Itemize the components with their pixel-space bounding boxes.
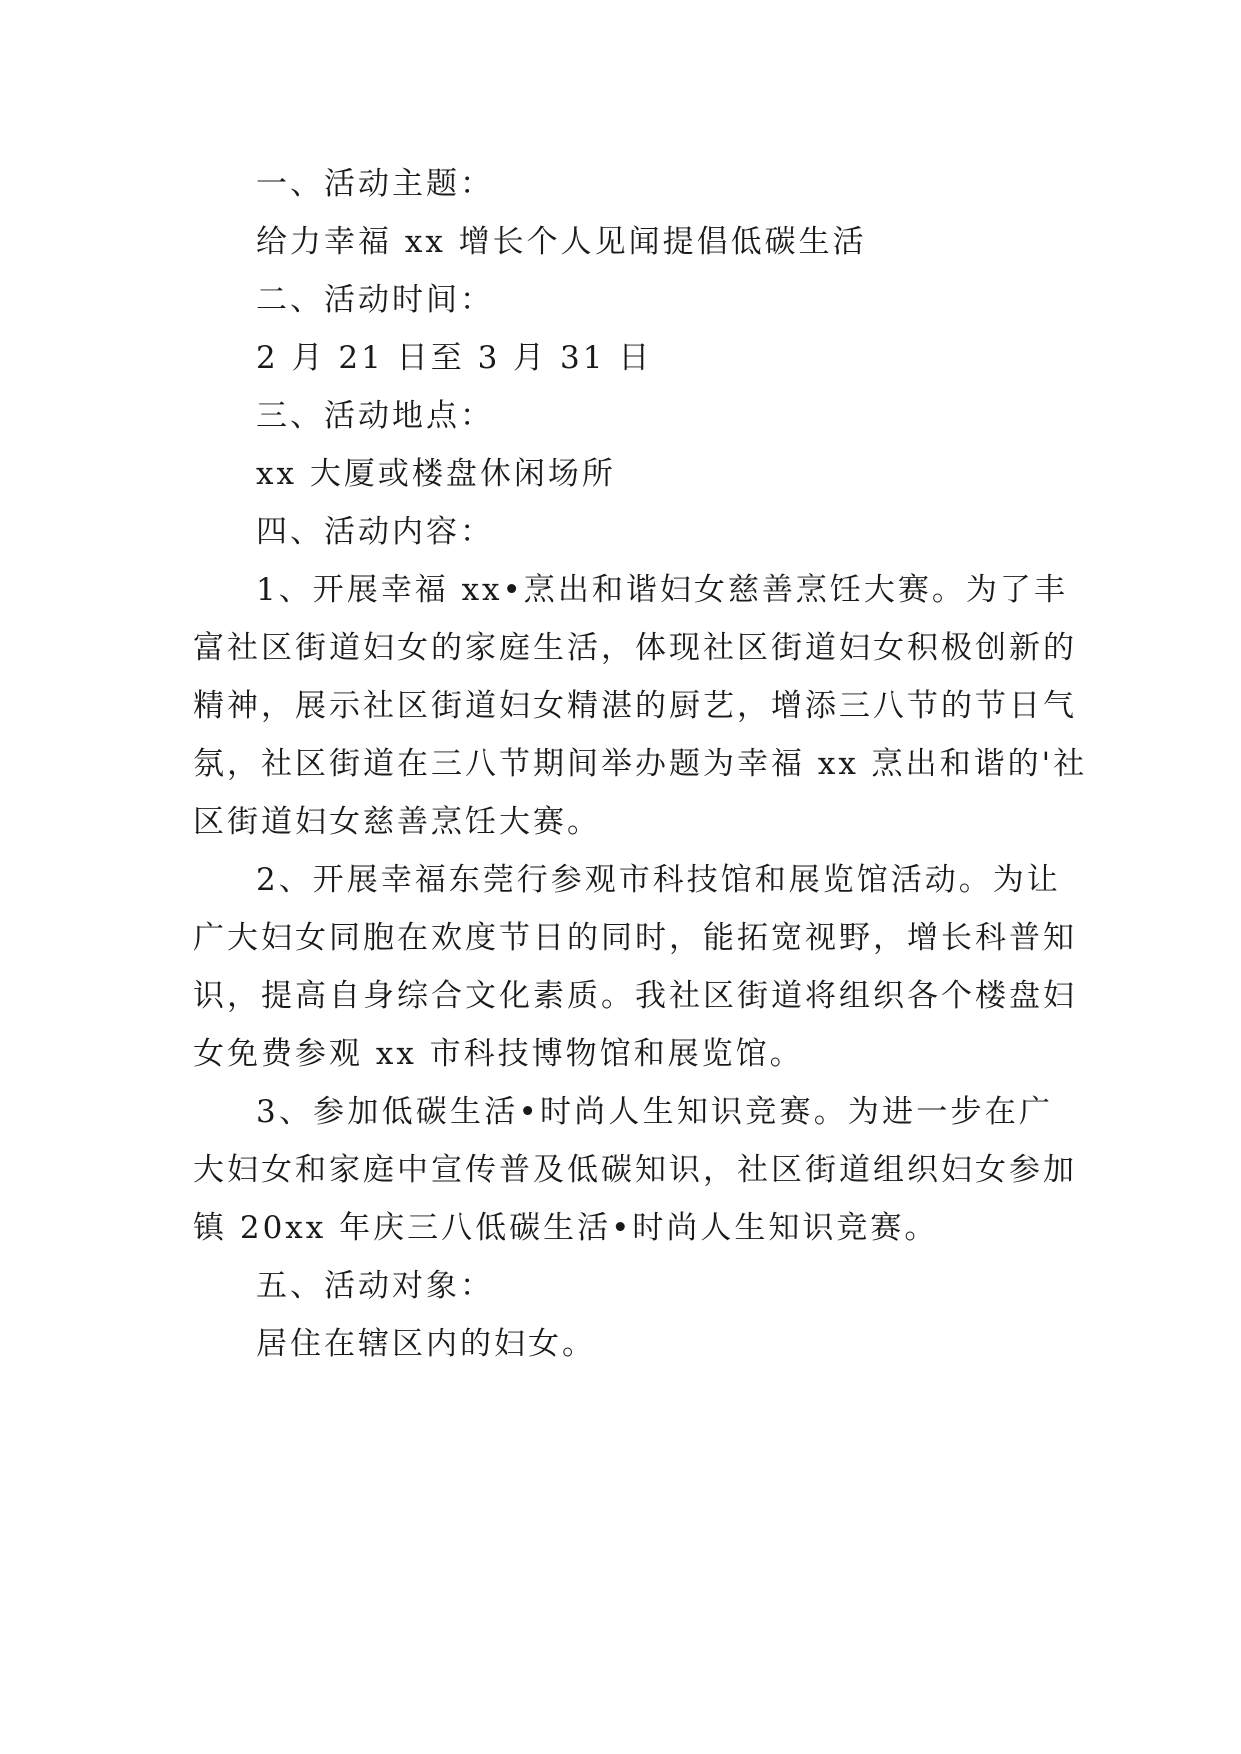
activity-location-text: xx 大厦或楼盘休闲场所 [256, 456, 616, 492]
activity-target-text: 居住在辖区内的妇女。 [256, 1326, 596, 1362]
heading-activity-content: 四、活动内容： [256, 514, 494, 550]
content-item-3-line: 大妇女和家庭中宣传普及低碳知识，社区街道组织妇女参加 [193, 1152, 1077, 1188]
heading-activity-target: 五、活动对象： [256, 1268, 494, 1304]
content-item-1-line: 1、开展幸福 xx•烹出和谐妇女慈善烹饪大赛。为了丰 [256, 572, 1068, 608]
content-item-2-line: 2、开展幸福东莞行参观市科技馆和展览馆活动。为让 [256, 862, 1061, 898]
document-body [193, 155, 1088, 1373]
content-item-3-line: 3、参加低碳生活•时尚人生知识竞赛。为进一步在广 [256, 1094, 1053, 1130]
content-item-1-line: 富社区街道妇女的家庭生活，体现社区街道妇女积极创新的 [193, 630, 1077, 666]
content-item-2-line: 识，提高自身综合文化素质。我社区街道将组织各个楼盘妇 [193, 978, 1077, 1014]
heading-activity-theme: 一、活动主题： [256, 166, 494, 202]
content-item-2-line: 女免费参观 xx 市科技博物馆和展览馆。 [193, 1036, 804, 1072]
content-item-3-line: 镇 20xx 年庆三八低碳生活•时尚人生知识竞赛。 [193, 1210, 939, 1246]
activity-theme-text: 给力幸福 xx 增长个人见闻提倡低碳生活 [256, 224, 867, 260]
content-item-1-line: 精神，展示社区街道妇女精湛的厨艺，增添三八节的节日气 [193, 688, 1077, 724]
content-item-2-line: 广大妇女同胞在欢度节日的同时，能拓宽视野，增长科普知 [193, 920, 1077, 956]
content-item-1-line: 氛，社区街道在三八节期间举办题为幸福 xx 烹出和谐的'社 [193, 746, 1088, 782]
heading-activity-location: 三、活动地点： [256, 398, 494, 434]
heading-activity-time: 二、活动时间： [256, 282, 494, 318]
activity-time-text: 2 月 21 日至 3 月 31 日 [256, 340, 653, 376]
content-item-1-line: 区街道妇女慈善烹饪大赛。 [193, 804, 601, 840]
